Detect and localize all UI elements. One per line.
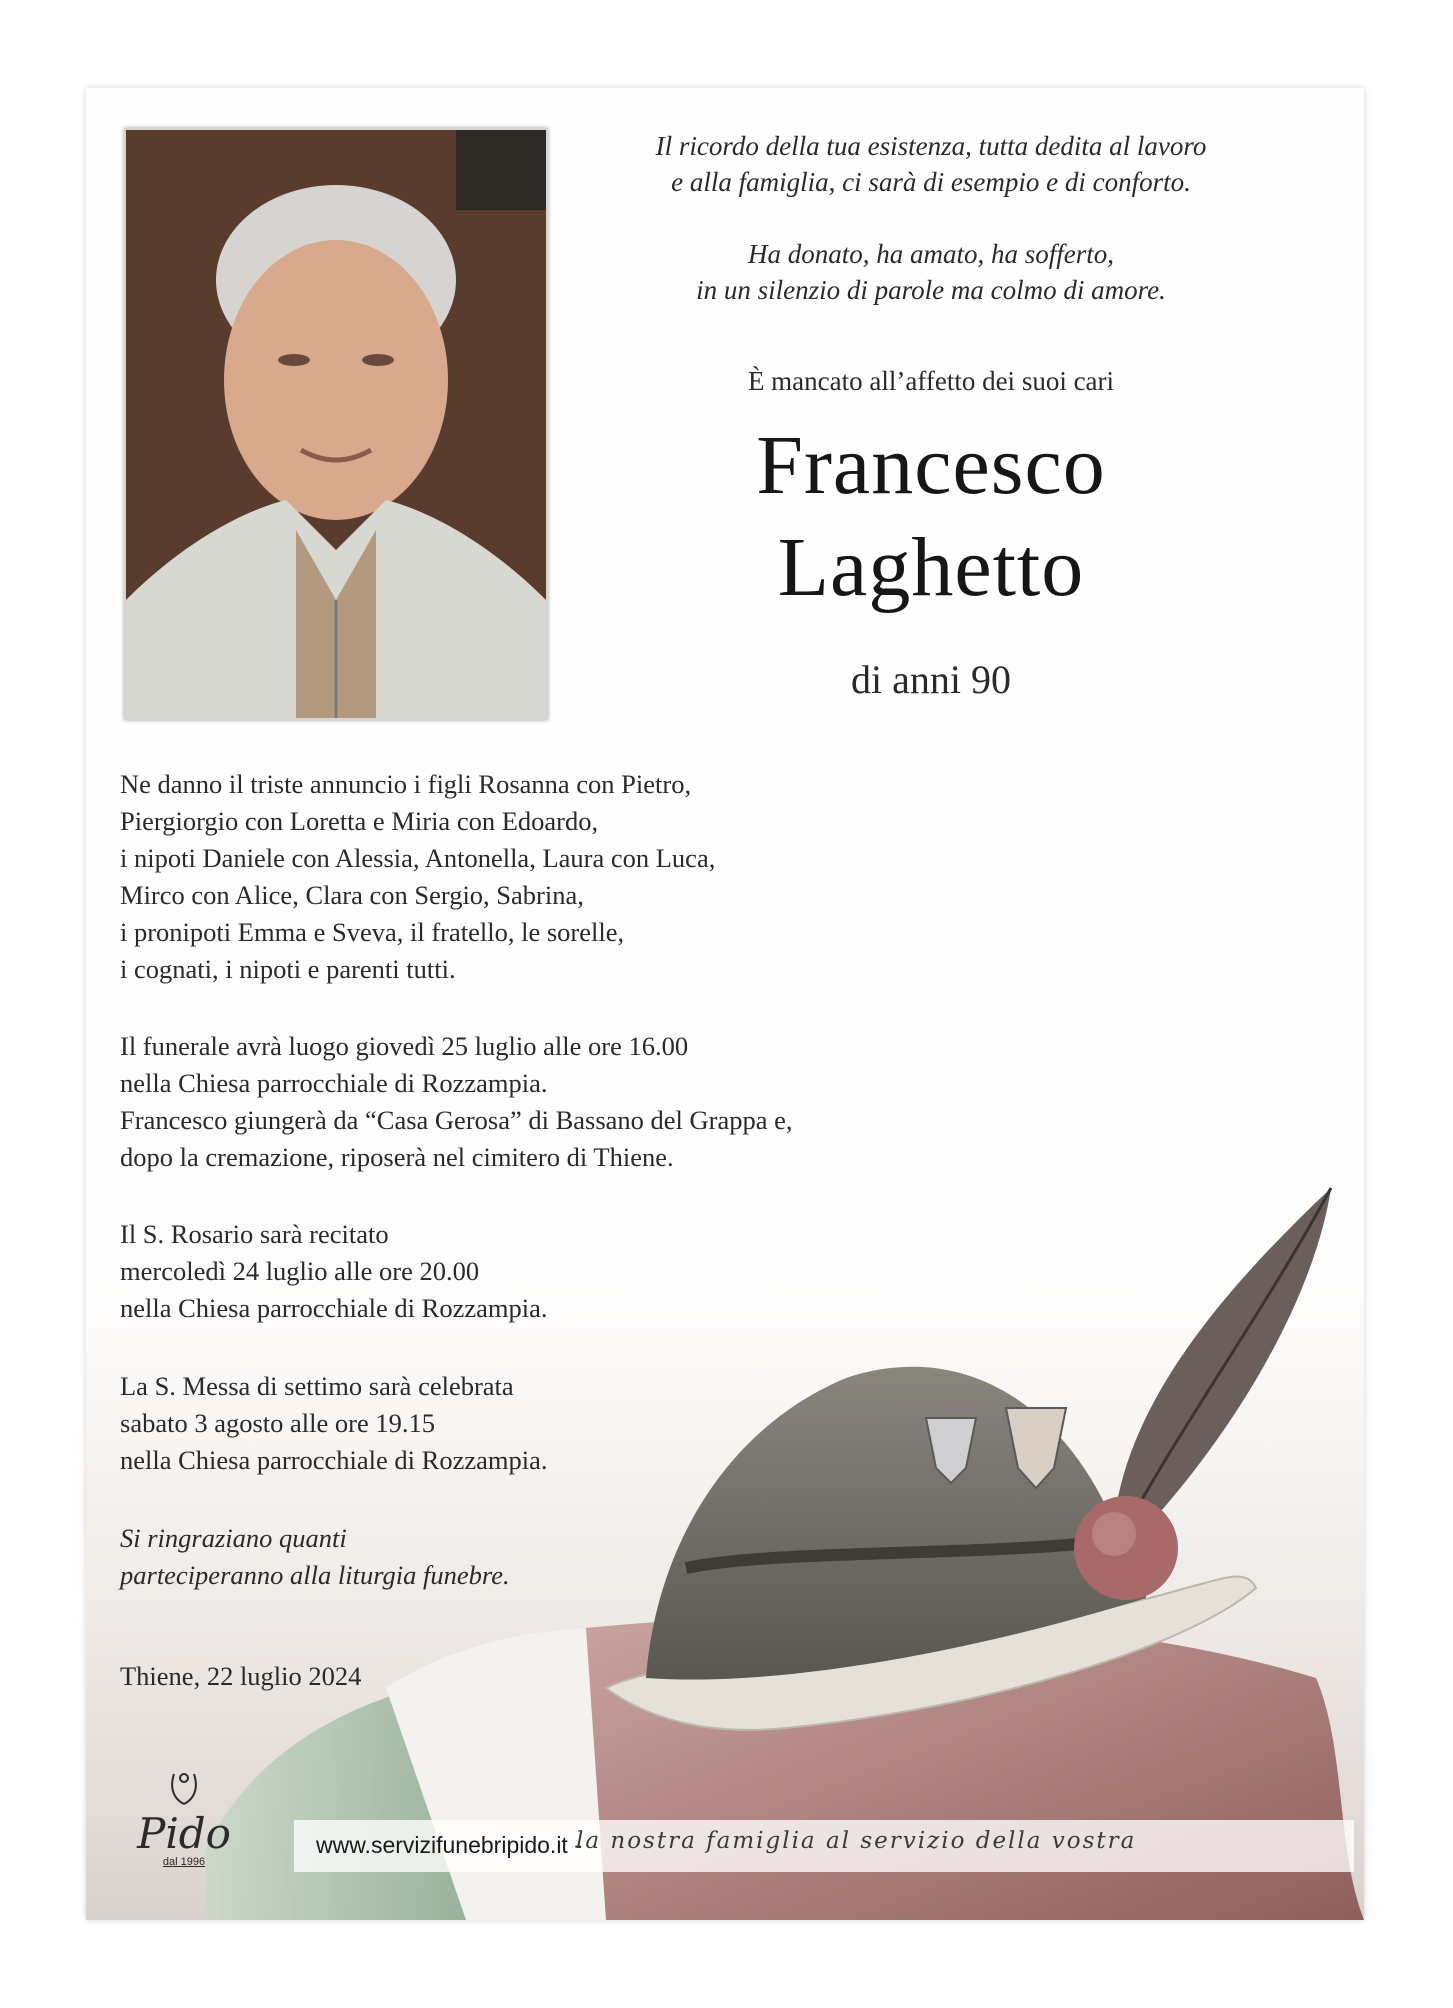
pido-logo xyxy=(124,1768,244,1868)
deceased-age: di anni 90 xyxy=(851,657,1011,702)
text-line: nella Chiesa parrocchiale di Rozzampia. xyxy=(120,1445,548,1475)
verse-line: Il ricordo della tua esistenza, tutta dedita al lavoro xyxy=(655,131,1207,161)
portrait-eye-right xyxy=(362,354,394,366)
text-line: Si ringraziano quanti xyxy=(120,1523,347,1553)
text-line: Francesco giungerà da “Casa Gerosa” di Bassano del Grappa e, xyxy=(120,1105,793,1135)
text-line: La S. Messa di settimo sarà celebrata xyxy=(120,1371,514,1401)
portrait-face xyxy=(224,240,448,520)
text-line: nella Chiesa parrocchiale di Rozzampia. xyxy=(120,1068,548,1098)
deceased-first-name: Francesco xyxy=(756,419,1106,512)
text-line: dopo la cremazione, riposerà nel cimitero di Thiene. xyxy=(120,1142,674,1172)
verse-second xyxy=(536,236,1326,308)
text-line: parteciperanno alla liturgia funebre. xyxy=(120,1560,510,1590)
mass-details xyxy=(120,1368,1020,1479)
wreath-icon xyxy=(164,1768,204,1808)
verse-line: in un silenzio di parole ma colmo di amore. xyxy=(696,275,1166,305)
verse-line: e alla famiglia, ci sarà di esempio e di conforto. xyxy=(671,167,1191,197)
text-line: Il funerale avrà luogo giovedì 25 luglio alle ore 16.00 xyxy=(120,1031,689,1061)
text-line: mercoledì 24 luglio alle ore 20.00 xyxy=(120,1256,480,1286)
text-line: i nipoti Daniele con Alessia, Antonella, Laura con Luca, xyxy=(120,843,716,873)
verse-top xyxy=(536,128,1326,200)
text-line: Il S. Rosario sarà recitato xyxy=(120,1219,389,1249)
rosary-details xyxy=(120,1216,1020,1327)
text-line: Ne danno il triste annuncio i figli Rosanna con Pietro, xyxy=(120,769,692,799)
portrait-eye-left xyxy=(278,354,310,366)
family-announcement xyxy=(120,766,1020,988)
obituary-sheet xyxy=(86,88,1364,1920)
text-line: Mirco con Alice, Clara con Sergio, Sabrina, xyxy=(120,880,584,910)
portrait-illustration xyxy=(126,130,546,718)
website-link[interactable]: www.servizifunebripido.it - xyxy=(316,1832,582,1858)
pompom-highlight xyxy=(1092,1512,1136,1556)
portrait-frame xyxy=(456,130,546,210)
verse-line: Ha donato, ha amato, ha sofferto, xyxy=(747,239,1114,269)
deceased-last-name: Laghetto xyxy=(777,521,1085,614)
text-line: i cognati, i nipoti e parenti tutti. xyxy=(120,954,456,984)
text-line: nella Chiesa parrocchiale di Rozzampia. xyxy=(120,1293,548,1323)
logo-since: dal 1996 xyxy=(162,1856,206,1868)
intro-text: È mancato all’affetto dei suoi cari xyxy=(747,366,1115,396)
portrait-photo xyxy=(124,128,548,720)
thanks-note xyxy=(120,1520,1020,1594)
text-line: Piergiorgio con Loretta e Miria con Edoardo, xyxy=(120,806,599,836)
footer-motto: la nostra famiglia al servizio della vostra xyxy=(576,1828,1137,1854)
logo-name: Pido xyxy=(137,1809,231,1858)
place-date: Thiene, 22 luglio 2024 xyxy=(120,1661,362,1691)
text-line: i pronipoti Emma e Sveva, il fratello, le sorelle, xyxy=(120,917,625,947)
text-line: sabato 3 agosto alle ore 19.15 xyxy=(120,1408,435,1438)
funeral-details xyxy=(120,1028,1020,1176)
